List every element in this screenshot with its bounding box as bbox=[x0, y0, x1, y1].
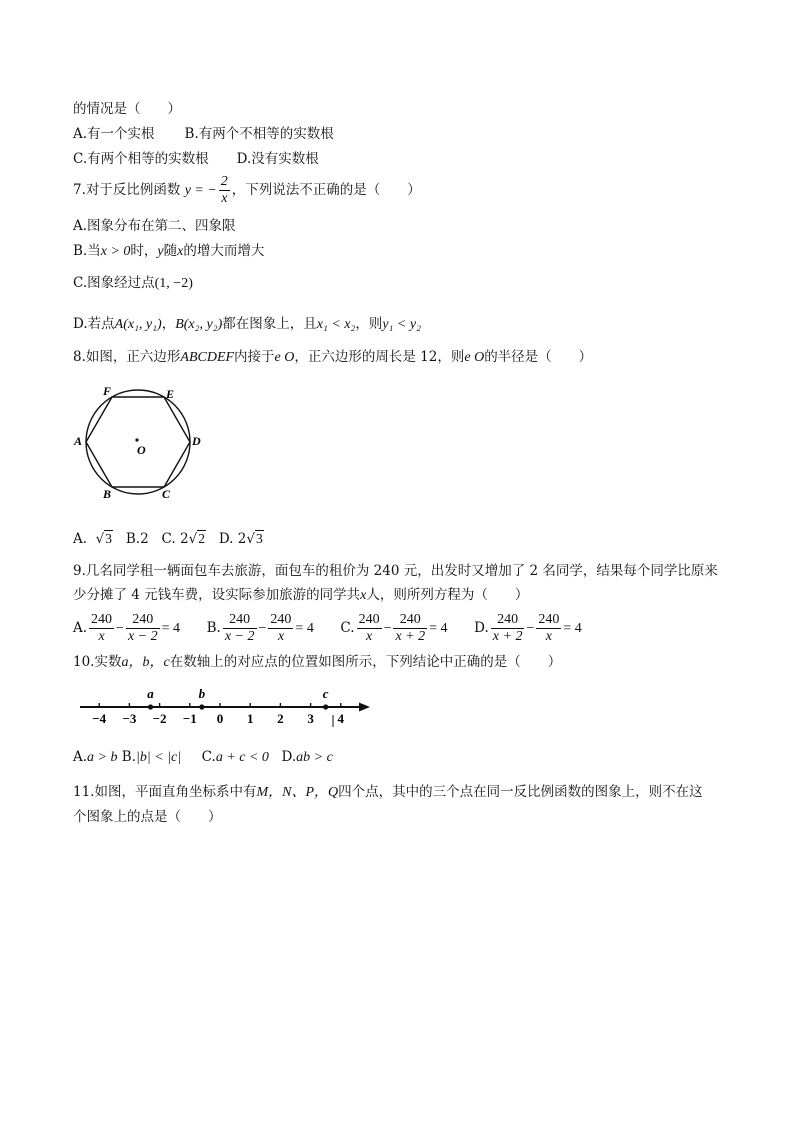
q9-c-n2: 240 bbox=[393, 612, 427, 629]
q8-stem-2: 内接于 bbox=[234, 349, 275, 365]
q10-stem-1: 10.实数 bbox=[73, 654, 122, 670]
q9-line2-1: 少分摊了 4 元钱车费，设实际参加旅游的同学共 bbox=[73, 587, 361, 603]
q8-stem bbox=[73, 348, 592, 367]
q9-line2-2: 人，则所列方程为（ ） bbox=[366, 587, 529, 603]
q6-option-c[interactable]: C.有两个相等的实数根 bbox=[73, 151, 209, 167]
hexagon bbox=[86, 397, 190, 487]
q8-option-b[interactable]: B.2 bbox=[125, 531, 149, 547]
q9-b-rhs: = 4 bbox=[295, 621, 314, 636]
q7-b-y: y bbox=[157, 244, 164, 259]
q9-option-c[interactable] bbox=[340, 612, 448, 644]
q7-d-pa: A(x₁, y₁) bbox=[114, 317, 162, 332]
q8-c-label: C. 2 bbox=[161, 531, 189, 547]
q10-d-label: D. bbox=[281, 749, 297, 765]
tick-label: 3 bbox=[307, 711, 314, 726]
q9-b-d1: x − 2 bbox=[224, 629, 255, 644]
q11-line1 bbox=[73, 783, 703, 802]
q7-b-4: 的增大而增大 bbox=[183, 243, 265, 259]
q10-b-expr: |b| < |c| bbox=[136, 750, 182, 765]
q7-d-pb: B(x₂, y₂) bbox=[175, 317, 223, 332]
q8-stem-circle: e O bbox=[274, 350, 295, 365]
q9-c-rhs: = 4 bbox=[429, 621, 448, 636]
q9-b-d2: x bbox=[277, 629, 285, 644]
point-label-a: a bbox=[147, 686, 154, 701]
q8-option-a[interactable]: A. √3 bbox=[73, 531, 112, 547]
tick-label: −3 bbox=[122, 711, 137, 726]
q10-c-expr: a + c < 0 bbox=[215, 750, 269, 765]
point-c bbox=[323, 704, 328, 709]
q7-option-d[interactable] bbox=[73, 315, 421, 334]
q7-suffix: ，下列说法不正确的是（ ） bbox=[231, 182, 421, 198]
q11-line1-2: 四个点，其中的三个点在同一反比例函数的图象上，则不在这 bbox=[338, 784, 703, 800]
q7-func-den: x bbox=[221, 191, 228, 207]
q7-b-3: 随 bbox=[163, 243, 178, 259]
q9-option-d[interactable] bbox=[474, 612, 582, 644]
label-D: D bbox=[192, 434, 201, 448]
q8-stem-3: ，正六边形的周长是 12，则 bbox=[294, 349, 465, 365]
q10-a-expr: a > b bbox=[87, 750, 118, 765]
q9-b-label: B. bbox=[206, 620, 221, 636]
q9-a-minus: − bbox=[116, 621, 124, 636]
q8-stem-1: 8.如图，正六边形 bbox=[73, 349, 181, 365]
q8-option-d[interactable]: D. 2√3 bbox=[218, 531, 263, 547]
axis-arrow bbox=[359, 703, 370, 712]
q10-d-expr: ab > c bbox=[296, 750, 333, 765]
label-F: F bbox=[103, 384, 112, 398]
q8-stem-hex: ABCDEF bbox=[180, 350, 235, 365]
q8-stem-4: 的半径是（ ） bbox=[484, 349, 593, 365]
q7-func-lhs: y = − bbox=[184, 183, 217, 198]
q9-c-d1: x bbox=[365, 629, 373, 644]
q9-a-rhs: = 4 bbox=[161, 621, 181, 636]
q10-options bbox=[73, 748, 333, 767]
q6-options-row1 bbox=[73, 125, 334, 143]
tick-label: 2 bbox=[277, 711, 284, 726]
q7-c-point: (1, −2) bbox=[154, 276, 193, 291]
q9-c-d2: x + 2 bbox=[395, 629, 426, 644]
q6-tail: 的情况是（ ） bbox=[73, 101, 181, 117]
tick-label: −2 bbox=[152, 711, 167, 726]
q8-a-val: 3 bbox=[105, 531, 112, 546]
point-b bbox=[199, 704, 204, 709]
q8-options bbox=[73, 530, 264, 548]
q9-a-d2: x − 2 bbox=[127, 629, 158, 644]
q10-stem-vars: a，b，c bbox=[121, 655, 170, 670]
q7-func-num: 2 bbox=[220, 174, 228, 190]
q7-b-cond: x > 0 bbox=[100, 244, 131, 259]
label-O: O bbox=[137, 443, 146, 457]
q9-a-n2: 240 bbox=[126, 612, 160, 629]
q8-d-label: D. 2 bbox=[218, 531, 247, 547]
q9-line2 bbox=[73, 586, 528, 605]
tick-label: −4 bbox=[92, 711, 107, 726]
q9-option-b[interactable] bbox=[206, 612, 314, 644]
q9-c-label: C. bbox=[340, 620, 355, 636]
label-A: A bbox=[74, 434, 83, 448]
q7-d-3: 都在图象上，且 bbox=[222, 316, 317, 332]
label-E: E bbox=[166, 387, 175, 401]
q9-b-n2: 240 bbox=[270, 612, 292, 627]
q10-stem-2: 在数轴上的对应点的位置如图所示，下列结论中正确的是（ ） bbox=[169, 654, 562, 670]
q8-c-val: 2 bbox=[198, 531, 205, 546]
q9-d-d2: x bbox=[545, 629, 552, 644]
q9-d-rhs: = 4 bbox=[563, 621, 582, 636]
circumcircle bbox=[86, 390, 190, 494]
q9-d-n2: 240 bbox=[538, 612, 560, 627]
q9-options bbox=[73, 608, 582, 649]
q6-option-a[interactable]: A.有一个实根 bbox=[73, 126, 155, 142]
q7-d-cond: x₁ < x₂ bbox=[316, 317, 356, 332]
q11-line2: 个图象上的点是（ ） bbox=[73, 809, 222, 825]
q8-hexagon-figure bbox=[70, 382, 220, 507]
q10-option-d[interactable] bbox=[282, 749, 333, 765]
point-a bbox=[148, 704, 153, 709]
point-label-c: c bbox=[322, 686, 329, 701]
q7-b-1: B.当 bbox=[73, 243, 101, 259]
q9-c-minus: − bbox=[383, 621, 392, 636]
q8-d-val: 3 bbox=[255, 531, 263, 546]
q10-option-b[interactable] bbox=[122, 749, 181, 765]
q9-b-minus: − bbox=[258, 621, 267, 636]
q7-d-1: D.若点 bbox=[73, 316, 115, 332]
q9-a-d1: x bbox=[98, 629, 105, 644]
q9-d-n1: 240 bbox=[491, 612, 525, 629]
q9-line2-x: x bbox=[360, 588, 367, 603]
q7-option-a[interactable]: A.图象分布在第二、四象限 bbox=[73, 218, 236, 234]
q9-line1: 9.几名同学租一辆面包车去旅游，面包车的租价为 240 元，出发时又增加了 2 名同学，结果每个同学比原来 bbox=[73, 563, 718, 579]
point-label-b: b bbox=[198, 686, 206, 701]
q9-d-label: D. bbox=[474, 620, 489, 636]
q9-b-n1: 240 bbox=[223, 612, 257, 629]
q7-d-4: ，则 bbox=[355, 316, 383, 332]
q7-b-2: 时， bbox=[130, 243, 158, 259]
q7-function bbox=[184, 174, 232, 207]
q7-prefix: 7.对于反比例函数 bbox=[73, 182, 181, 198]
q10-stem bbox=[73, 653, 561, 672]
tick-label: 4 bbox=[337, 711, 345, 726]
q9-a-n1: 240 bbox=[91, 612, 113, 627]
q8-option-c[interactable]: C. 2√2 bbox=[161, 531, 205, 547]
q10-number-line bbox=[76, 686, 376, 730]
q6-option-d[interactable]: D.没有实数根 bbox=[236, 151, 319, 167]
q8-stem-circle2: e O bbox=[464, 350, 485, 365]
center-point bbox=[135, 438, 138, 441]
q10-b-label: B. bbox=[121, 749, 137, 765]
q9-d-minus: − bbox=[526, 621, 535, 636]
tick-label: −1 bbox=[182, 711, 197, 726]
q7-option-c[interactable] bbox=[73, 274, 193, 293]
q9-d-d1: x + 2 bbox=[492, 629, 523, 644]
q7-d-2: ， bbox=[161, 316, 176, 332]
q8-a-label: A. bbox=[73, 531, 88, 547]
tick-label: 0 bbox=[216, 711, 224, 726]
q7-b-x: x bbox=[177, 244, 184, 259]
q11-line1-1: 11.如图，平面直角坐标系中有 bbox=[73, 784, 257, 800]
q7-option-b[interactable] bbox=[73, 242, 264, 261]
q10-a-label: A. bbox=[73, 749, 88, 765]
tick-label: 1 bbox=[246, 711, 254, 726]
q10-option-a[interactable] bbox=[73, 749, 118, 765]
q7-stem bbox=[73, 172, 421, 209]
q9-c-n1: 240 bbox=[358, 612, 380, 627]
q7-d-res: y₁ < y₂ bbox=[382, 317, 421, 332]
q9-option-a[interactable] bbox=[73, 612, 181, 644]
q11-line1-pts: M，N、P，Q bbox=[256, 785, 339, 800]
q7-c-1: C.图象经过点 bbox=[73, 275, 155, 291]
q10-c-label: C. bbox=[201, 749, 216, 765]
label-C: C bbox=[162, 487, 171, 501]
q9-a-label: A. bbox=[73, 620, 88, 636]
q6-options-row2 bbox=[73, 150, 319, 168]
q6-option-b[interactable]: B.有两个不相等的实数根 bbox=[184, 126, 334, 142]
label-B: B bbox=[103, 487, 112, 501]
q10-option-c[interactable] bbox=[202, 749, 269, 765]
